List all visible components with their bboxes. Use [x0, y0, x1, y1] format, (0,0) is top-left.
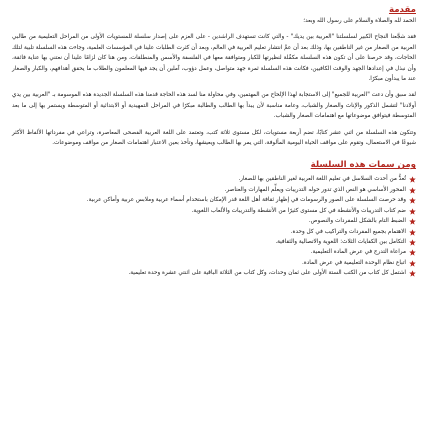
star-bullet-icon [409, 229, 416, 236]
list-item-text: المحور الأساسي هو النص الذي تدور حوله التدريبات ويعلِّم المهارات والعناصر. [224, 186, 406, 193]
star-bullet-icon [409, 249, 416, 256]
features-heading: ومن سمات هذه السلسلة [310, 160, 416, 171]
intro-paragraph-2: لقد سبق وأن دعت "العربية للجميع" إلى الاستجابة لهذا الإلحاح من المهتمين، وفي محاولة منا لسد هذه الحاجة قدمنا هذه السلسلة الجديدة هذه الموسومة بـ "العربية بين يدي أولادنا" لتشمل الذكور والإناث والصغار والشباب، وعامة مناسبة لأن يبدأ بها الطالب والطالبة مبكرًا في المراحل التمهيدية أو الابتدائية أو المتوسطة ويستمر بها إلى ما بعد المتوسطة فيتوافق موضوعاتها مع اهتمامات الصغار والشباب. [12, 92, 416, 120]
star-bullet-icon [409, 239, 416, 246]
list-item-text: تُعدُّ من أحدث السلاسل في تعليم اللغة العربية لغير الناطقين بها للصغار. [238, 176, 406, 183]
star-bullet-icon [409, 260, 416, 267]
features-list [12, 174, 416, 278]
list-item-text: ضم كتاب التدريبات والأنشطة في كل مستوى كثيرًا من الأنشطة والتدريبات والألعاب اللغوية. [191, 207, 406, 214]
list-item [12, 216, 416, 226]
list-item [12, 174, 416, 184]
list-item-text: التكامل بين الكفايات الثلاث: اللغوية والاتصالية والثقافية. [275, 238, 406, 245]
intro-paragraph-3: وتتكون هذه السلسلة من اثني عشر كتابًا، تضم أربعة مستويات، لكل مستوى ثلاثة كتب، وتعتمد على اللغة العربية الفصحى المعاصرة، وتراعي في مفرداتها الألفاظ الأكثر شيوعًا في الاستعمال، وتقوم على مواقف الحياة اليومية المألوفة، التي يمر بها الطالب ويعيشها، وتأخذ بعين الاعتبار اهتمامات الصغار من مواقف وموضوعات. [12, 129, 416, 147]
list-item-text: وقد حرصت السلسلة على الصور والرسومات في إظهار ثقافة أهل اللغة قدر الإمكان باستخدام أسماء عربية وملابس عربية وأماكن عربية. [86, 197, 406, 204]
list-item-text: الضبط التام بالشكل للمفردات والنصوص. [308, 218, 406, 225]
list-item-text: اتباع نظام الوحدة التعليمية في عرض المادة. [301, 259, 406, 266]
intro-heading: مقدمة [388, 5, 416, 15]
list-item [12, 185, 416, 195]
intro-paragraph-1: فقد شجَّعنا النجاح الكبير لسلسلتنا "العربية بين يديك" - والتي كانت تستهدف الراشدين - على العزم على إصدار سلسلة للمستويات الأولى من المراحل التعليمية من طالبي العربية من الصغار من غير الناطقين بها، وذلك بعد أن عمَّ انتشار تعليم العربية في العالم، وبعد أن كثرت الطلبات علينا في المؤسسات العلمية، وجاءت هذه السلسلة تلبية لتلك الحاجات، وقد حرصنا على أن تكون هذه السلسلة مكمِّلة لنظيرتها للكبار ومتوافقة معها في الفلسفة والأسس والمنطلقات، ومن هنا كان لزامًا علينا أن نعتني بها عناية فائقة، وأن نبذل في إعدادها الجهد والوقت الكافيين، فكانت هذه السلسلة ثمرة جهد متواصل، وعمل دؤوب، آملين أن يجد فيها المعلمون والطلاب ما يحقق أهدافهم، والكبار والصغار عند ما يبدأون مبكرًا. [12, 34, 416, 83]
list-item [12, 206, 416, 216]
list-item [12, 237, 416, 247]
list-item [12, 268, 416, 278]
list-item [12, 227, 416, 237]
greeting-line: الحمد لله والصلاة والسلام على رسول الله وبعد؛ [303, 18, 416, 24]
star-bullet-icon [409, 187, 416, 194]
list-item-text: الاهتمام بجميع المفردات والتراكيب في كل وحدة. [290, 228, 406, 235]
star-bullet-icon [409, 176, 416, 183]
star-bullet-icon [409, 208, 416, 215]
star-bullet-icon [409, 270, 416, 277]
star-bullet-icon [409, 218, 416, 225]
list-item-text: مراعاة التدرج في عرض المادة التعليمية. [310, 249, 406, 256]
star-bullet-icon [409, 197, 416, 204]
list-item [12, 258, 416, 268]
list-item [12, 247, 416, 257]
list-item [12, 195, 416, 205]
list-item-text: اشتمل كل كتاب من الكتب الستة الأولى على ثمان وحدات، وكل كتاب من الثلاثة الباقية على اثنتي عشرة وحدة تعليمية. [128, 270, 406, 277]
